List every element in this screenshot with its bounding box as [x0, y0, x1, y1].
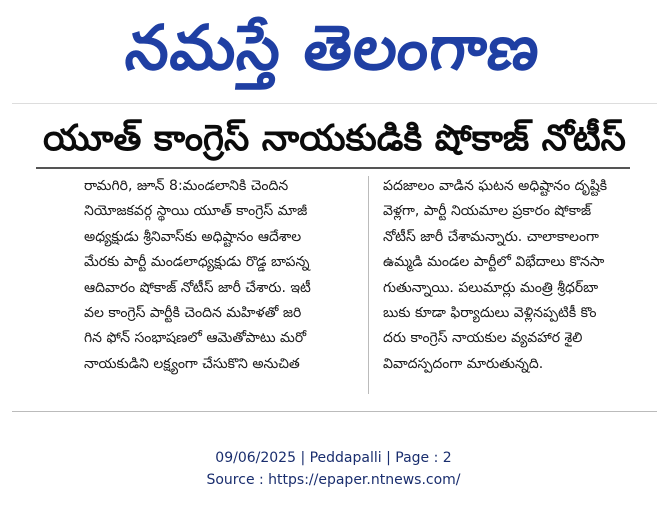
- right-column-line: వెళ్లగా, పార్టీ నియమాల ప్రకారం షోకాజ్: [383, 203, 592, 220]
- article-headline: యూత్ కాంగ్రెస్ నాయకుడికి షోకాజ్ నోటీస్: [43, 118, 626, 159]
- article-left-column: [84, 174, 352, 377]
- left-column-line: వల కాంగ్రెస్ పార్టీకి చెందిన మహిళతో జరి: [84, 305, 302, 322]
- right-column-line: పదజాలం వాడిన ఘటన అధిష్టానం దృష్టికి: [383, 178, 608, 194]
- bottom-divider: [12, 411, 657, 412]
- source-link[interactable]: Source : https://epaper.ntnews.com/: [206, 472, 461, 488]
- right-column-line: బుకు కూడా ఫిర్యాదులు వెళ్లినప్పటికీ కొం: [383, 305, 597, 322]
- masthead: [0, 2, 667, 92]
- article-right-column: [383, 174, 645, 377]
- left-column-line: రామగిరి, జూన్ 8:మండలానికి చెందిన: [84, 178, 289, 194]
- left-column-line: అధ్యక్షుడు శ్రీనివాస్‌కు అధిష్టానం ఆదేశాల: [84, 228, 302, 245]
- left-column-line: నియోజకవర్గ స్థాయి యూత్ కాంగ్రెస్ మాజీ: [84, 203, 308, 220]
- left-column-line: నాయకుడిని లక్ష్యంగా చేసుకొని అనుచిత: [84, 355, 300, 372]
- right-column-line: దరు కాంగ్రెస్ నాయకుల వ్యవహార శైలి: [383, 330, 583, 347]
- right-column-line: ఉమ్మడి మండల పార్టీలో విభేదాలు కొనసా: [383, 254, 605, 271]
- headline-underline: [36, 167, 630, 169]
- left-column-line: గిన ఫోన్ సంభాషణలో ఆమెతోపాటు మరో: [84, 330, 307, 347]
- top-divider: [12, 103, 657, 104]
- left-column-line: మేరకు పార్టీ మండలాధ్యక్షుడు రొడ్డ బాపన్న: [84, 254, 310, 271]
- right-column-line: వివాదస్పదంగా మారుతున్నది.: [383, 355, 544, 372]
- column-divider: [368, 176, 369, 394]
- right-column-line: గుతున్నాయి. పలుమార్లు మంత్రి శ్రీధర్‌బా: [383, 279, 599, 296]
- left-column-line: ఆదివారం షోకాజ్ నోటీస్ జారీ చేశారు. ఇటీ: [84, 279, 311, 296]
- right-column-line: నోటీస్ జారీ చేశామన్నారు. చాలాకాలంగా: [383, 228, 599, 245]
- newspaper-logo: నమస్తే తెలంగాణ: [122, 11, 545, 84]
- edition-info: 09/06/2025 | Peddapalli | Page : 2: [215, 450, 452, 466]
